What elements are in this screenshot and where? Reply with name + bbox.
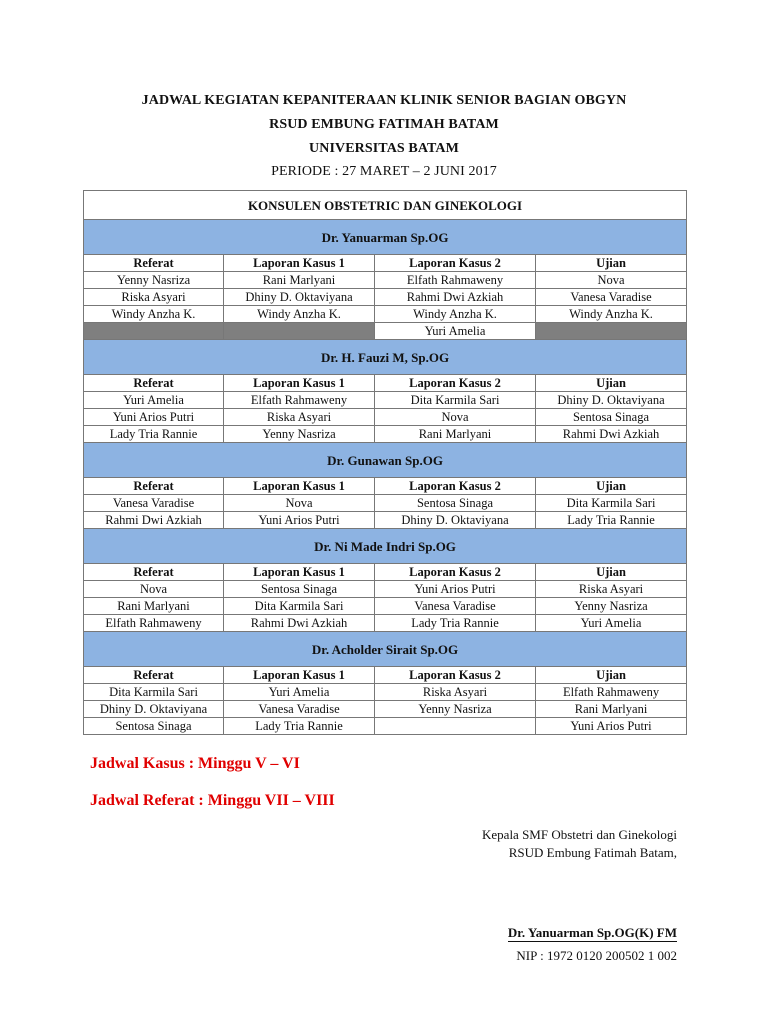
doctor-header-row <box>84 529 687 564</box>
table-cell: Lady Tria Rannie <box>224 718 375 735</box>
table-cell: Nova <box>536 272 687 289</box>
column-header: Laporan Kasus 2 <box>375 255 536 272</box>
hospital-name: RSUD EMBUNG FATIMAH BATAM <box>269 117 499 132</box>
doctor-header-row <box>84 220 687 255</box>
table-cell: Yenny Nasriza <box>84 272 224 289</box>
column-header-row <box>84 478 687 495</box>
table-cell: Elfath Rahmaweny <box>536 684 687 701</box>
table-row <box>84 718 687 735</box>
table-cell: Sentosa Sinaga <box>224 581 375 598</box>
table-row <box>84 392 687 409</box>
column-header-row <box>84 375 687 392</box>
column-header: Referat <box>84 667 224 684</box>
table-cell: Yuni Arios Putri <box>224 512 375 529</box>
column-header-row <box>84 255 687 272</box>
university-name: UNIVERSITAS BATAM <box>309 141 459 156</box>
doctor-name: Dr. Ni Made Indri Sp.OG <box>84 529 687 564</box>
table-cell: Rahmi Dwi Azkiah <box>84 512 224 529</box>
column-header: Ujian <box>536 564 687 581</box>
table-cell: Yenny Nasriza <box>536 598 687 615</box>
table-cell: Vanesa Varadise <box>375 598 536 615</box>
table-cell: Sentosa Sinaga <box>375 495 536 512</box>
referat-schedule-note: Jadwal Referat : Minggu VII – VIII <box>90 792 335 809</box>
table-row <box>84 598 687 615</box>
table-cell: Yuni Arios Putri <box>536 718 687 735</box>
table-row <box>84 289 687 306</box>
table-cell: Dhiny D. Oktaviyana <box>536 392 687 409</box>
column-header: Ujian <box>536 667 687 684</box>
signatory-name: Dr. Yanuarman Sp.OG(K) FM <box>507 925 677 940</box>
table-cell: Riska Asyari <box>224 409 375 426</box>
table-cell: Riska Asyari <box>536 581 687 598</box>
period-text: PERIODE : 27 MARET – 2 JUNI 2017 <box>271 164 497 179</box>
column-header: Laporan Kasus 2 <box>375 375 536 392</box>
column-header: Laporan Kasus 1 <box>224 564 375 581</box>
table-cell: Windy Anzha K. <box>536 306 687 323</box>
table-cell: Dita Karmila Sari <box>84 684 224 701</box>
column-header: Laporan Kasus 2 <box>375 667 536 684</box>
table-row <box>84 323 687 340</box>
table-cell: Rani Marlyani <box>224 272 375 289</box>
table-cell: Yenny Nasriza <box>375 701 536 718</box>
table-cell: Lady Tria Rannie <box>84 426 224 443</box>
table-cell: Rani Marlyani <box>536 701 687 718</box>
table-row <box>84 701 687 718</box>
table-cell: Dita Karmila Sari <box>375 392 536 409</box>
doctor-name: Dr. Yanuarman Sp.OG <box>84 220 687 255</box>
table-cell: Rahmi Dwi Azkiah <box>536 426 687 443</box>
table-cell: Elfath Rahmaweny <box>84 615 224 632</box>
table-title: KONSULEN OBSTETRIC DAN GINEKOLOGI <box>84 191 687 220</box>
column-header: Laporan Kasus 1 <box>224 255 375 272</box>
table-cell: Rahmi Dwi Azkiah <box>224 615 375 632</box>
doctor-header-row <box>84 632 687 667</box>
table-cell: Dhiny D. Oktaviyana <box>224 289 375 306</box>
schedule-table <box>83 190 687 735</box>
table-cell: Yuri Amelia <box>375 323 536 340</box>
table-cell: Windy Anzha K. <box>84 306 224 323</box>
table-cell: Windy Anzha K. <box>224 306 375 323</box>
table-cell <box>224 323 375 340</box>
table-cell: Nova <box>375 409 536 426</box>
table-cell: Dhiny D. Oktaviyana <box>375 512 536 529</box>
column-header: Referat <box>84 255 224 272</box>
signatory-nip: NIP : 1972 0120 200502 1 002 <box>516 948 677 963</box>
column-header: Ujian <box>536 255 687 272</box>
table-cell: Vanesa Varadise <box>224 701 375 718</box>
case-schedule-note: Jadwal Kasus : Minggu V – VI <box>90 755 300 772</box>
table-cell: Rani Marlyani <box>84 598 224 615</box>
column-header: Laporan Kasus 1 <box>224 478 375 495</box>
table-cell: Yuni Arios Putri <box>84 409 224 426</box>
table-row <box>84 581 687 598</box>
table-row <box>84 409 687 426</box>
signature-institution: RSUD Embung Fatimah Batam, <box>508 845 677 860</box>
table-cell: Elfath Rahmaweny <box>224 392 375 409</box>
table-cell: Yuri Amelia <box>84 392 224 409</box>
table-cell: Yuni Arios Putri <box>375 581 536 598</box>
table-cell: Lady Tria Rannie <box>536 512 687 529</box>
table-row <box>84 615 687 632</box>
table-row <box>84 495 687 512</box>
column-header: Referat <box>84 375 224 392</box>
table-row <box>84 306 687 323</box>
table-cell: Riska Asyari <box>375 684 536 701</box>
doctor-header-row <box>84 340 687 375</box>
table-cell <box>84 323 224 340</box>
column-header-row <box>84 564 687 581</box>
signature-title: Kepala SMF Obstetri dan Ginekologi <box>482 827 677 842</box>
table-cell: Yuri Amelia <box>536 615 687 632</box>
table-row <box>84 512 687 529</box>
document-title: JADWAL KEGIATAN KEPANITERAAN KLINIK SENIOR BAGIAN OBGYN <box>141 93 627 108</box>
table-cell: Sentosa Sinaga <box>84 718 224 735</box>
column-header: Ujian <box>536 375 687 392</box>
table-cell: Rahmi Dwi Azkiah <box>375 289 536 306</box>
column-header: Laporan Kasus 2 <box>375 478 536 495</box>
table-cell: Yuri Amelia <box>224 684 375 701</box>
doctor-name: Dr. Gunawan Sp.OG <box>84 443 687 478</box>
table-cell: Dita Karmila Sari <box>224 598 375 615</box>
table-cell: Nova <box>224 495 375 512</box>
table-cell: Rani Marlyani <box>375 426 536 443</box>
table-title-row <box>84 191 687 220</box>
column-header-row <box>84 667 687 684</box>
table-row <box>84 426 687 443</box>
column-header: Laporan Kasus 2 <box>375 564 536 581</box>
table-cell: Elfath Rahmaweny <box>375 272 536 289</box>
table-cell: Dita Karmila Sari <box>536 495 687 512</box>
table-cell: Lady Tria Rannie <box>375 615 536 632</box>
table-cell: Sentosa Sinaga <box>536 409 687 426</box>
column-header: Ujian <box>536 478 687 495</box>
table-cell <box>375 718 536 735</box>
table-cell: Riska Asyari <box>84 289 224 306</box>
column-header: Referat <box>84 564 224 581</box>
table-cell <box>536 323 687 340</box>
column-header: Laporan Kasus 1 <box>224 375 375 392</box>
table-cell: Vanesa Varadise <box>536 289 687 306</box>
column-header: Laporan Kasus 1 <box>224 667 375 684</box>
doctor-header-row <box>84 443 687 478</box>
column-header: Referat <box>84 478 224 495</box>
doctor-name: Dr. Acholder Sirait Sp.OG <box>84 632 687 667</box>
table-cell: Vanesa Varadise <box>84 495 224 512</box>
table-cell: Yenny Nasriza <box>224 426 375 443</box>
table-row <box>84 684 687 701</box>
table-cell: Nova <box>84 581 224 598</box>
table-cell: Windy Anzha K. <box>375 306 536 323</box>
table-cell: Dhiny D. Oktaviyana <box>84 701 224 718</box>
table-row <box>84 272 687 289</box>
doctor-name: Dr. H. Fauzi M, Sp.OG <box>84 340 687 375</box>
